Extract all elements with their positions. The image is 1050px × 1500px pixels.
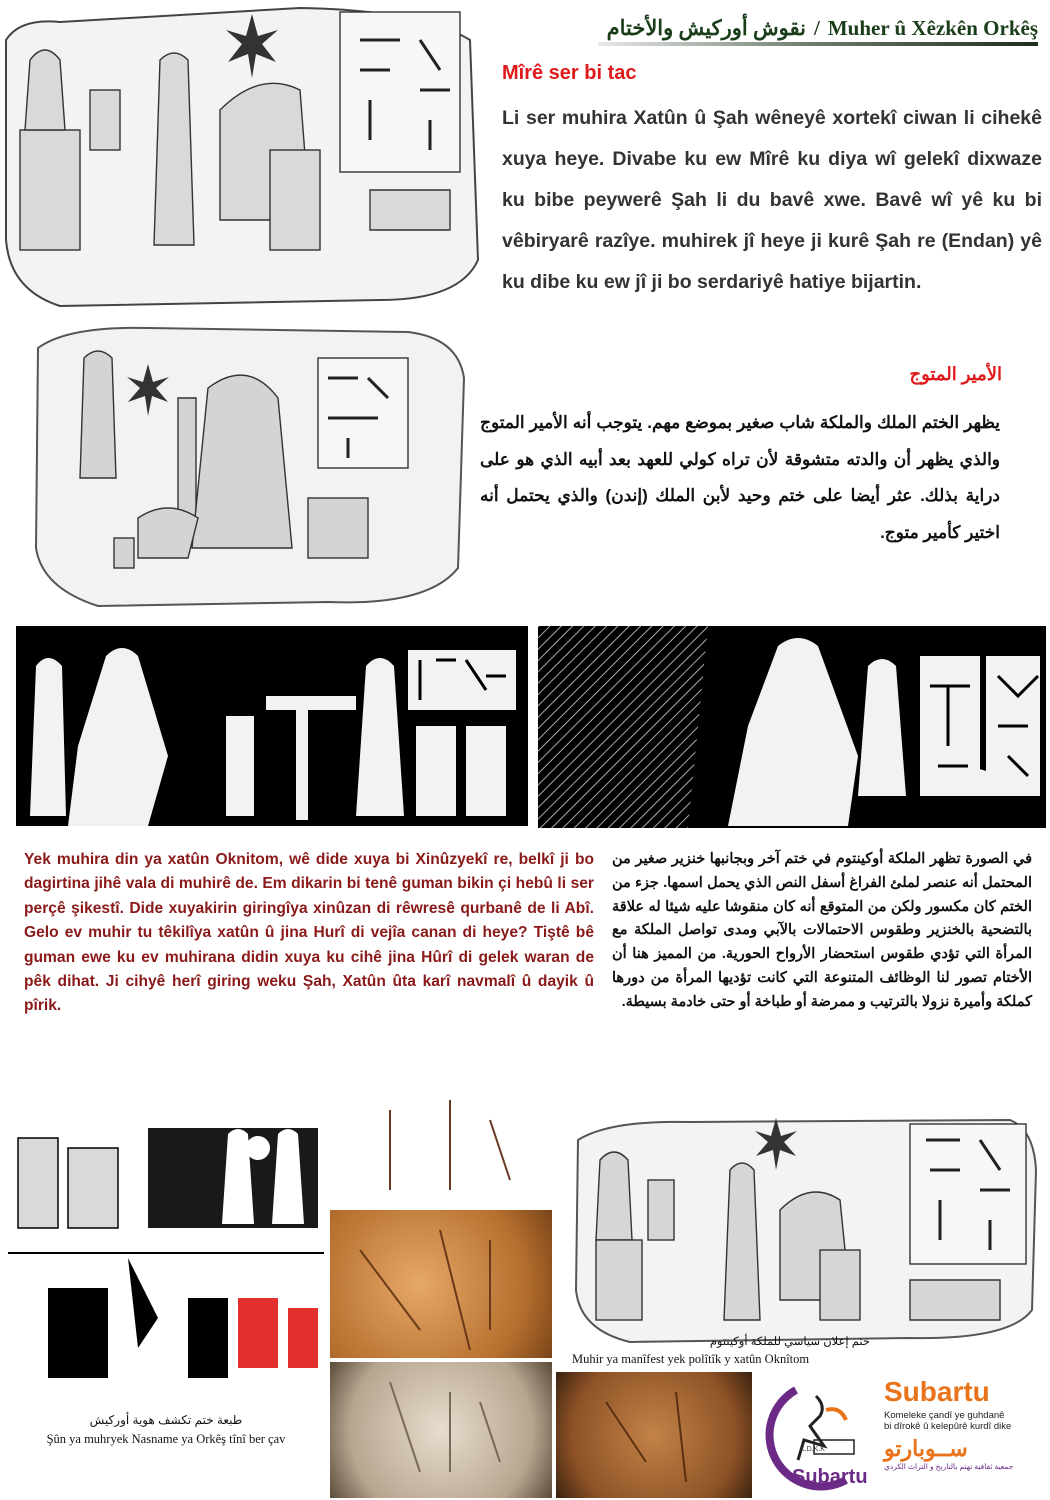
seal-manifest-drawing: [570, 1110, 1038, 1344]
subartu-right-logo: [884, 1376, 1044, 1496]
clay-fragment-photo-2: [330, 1210, 552, 1358]
seal-identity-drawing: [8, 1108, 324, 1398]
section1-ar-body: يظهر الختم الملك والملكة شاب صغير بموضع مهم. يتوجب أنه الأمير المتوج والذي يظهر أن والدته متشوقة لأن تراه كولي للعهد بعد أبيه الذي هو على دراية بذلك. عثر أيضا على ختم وحيد لأبن الملك (إندن) والذي يحتمل أنه اختير كأمير متوج.: [480, 413, 1000, 542]
subartu-left-wordmark: Subartu: [792, 1466, 868, 1488]
header-underline: [598, 42, 1038, 46]
frieze-drawing-left: [16, 626, 528, 826]
manifest-caption-kurdish: Muhir ya manîfest yek polîtîk y xatûn Oknîtom: [572, 1352, 810, 1366]
section1-heading: Mîrê ser bi tac: [502, 62, 637, 84]
page-header: [598, 10, 1038, 46]
seal-drawing-top: [0, 0, 482, 312]
header-separator: /: [813, 15, 820, 40]
manifest-caption-ar: ختم إعلان سياسي للملكة أوكينتوم: [709, 1336, 870, 1348]
clay-fragment-photo-4: [556, 1372, 752, 1498]
subartu-tagline-1: Komeleke çandî ye guhdanê: [884, 1410, 1005, 1421]
section1-body: Li ser muhira Xatûn û Şah wêneyê xortekî ciwan li cihekê xuya heye. Divabe ku ew Mîrê ku diya wî gelekî dixwaze ku bibe peywerê Şah li du bavê xwe. Bavê wî yê ku bi vêbiryarê razîye. muhirek jî heye ji kurê Şah re (Endan) yê ku dibe ku ew jî ji bo serdariyê hatiye bijartin.: [502, 107, 1042, 293]
clay-fragment-photo-1: [330, 1090, 552, 1204]
identity-caption-ar: طبعة ختم تكشف هوية أوركيش: [89, 1413, 243, 1427]
subartu-arabic-wordmark: ســوبارتو: [884, 1436, 968, 1461]
section2-ar-body: في الصورة تظهر الملكة أوكينتوم في ختم آخر وبجانبها خنزير صغير من المحتمل أنه عنصر لملئ الفراغ أسفل النص الذي يحمل اسمها. جزء من الختم كان مكسور ولكن من المتوقع أنه كان منقوشا عليه شيئا له علاقة بالتضحية بالخنزير وطقوس الاحتمالات بالآبي ومدى تواصل الملكة مع المرأة التي تؤدي طقوس استحضار الأرواح الحورية. من المميز هنا أن الأختام تصور لنا الوظائف المتنوعة التي كانت تؤديها المرأة من دورها كملكة وأميرة نزولا بالترتيب و ممرضة أو طباخة أو حتى خادمة بسيطة.: [612, 851, 1032, 1010]
seal-drawing-prince: [28, 318, 468, 612]
header-title-arabic: نقوش أوركيش والأختام: [606, 15, 806, 40]
frieze-drawing-queen: [538, 626, 1046, 828]
header-title-kurdish: Muher û Xêzkên Orkêş: [827, 15, 1038, 40]
subartu-right-wordmark: Subartu: [884, 1376, 990, 1407]
subartu-tagline-2: bi dîrokê û kelepûrê kurdî dike: [884, 1421, 1012, 1432]
section1-ar-heading: الأمير المتوج: [909, 364, 1002, 384]
clay-fragment-photo-3: [330, 1362, 552, 1498]
subartu-arabic-tagline: جمعية ثقافية تهتم بالتاريخ و التراث الكردي: [884, 1462, 1014, 1471]
kdkk-label: K.D.K.K: [800, 1446, 825, 1453]
kdkk-subartu-logo: [756, 1380, 876, 1492]
section2-body: Yek muhira din ya xatûn Oknitom, wê dide xuya bi Xinûzyekî re, belkî ji bo dagirtina jihê vala di muhirê de. Em dikarin bi tenê guman bikin çi hebû li ser perçê şikestî. Dide xuyakirin giringîya xinûzan di rêwresê qurbanê de li Abî. Gelo ev muhir tu têkilîya xatûn û jina Hurî di vejîa canan di heye? Tiştê bê guman ewe ku ev muhirana didin xuya ku cihê jina Hûrî di gelek waran de pêk dihat. Ji cihyê herî giring weku Şah, Xatûn ûta karî navmalî û dayik û pîrik.: [24, 851, 594, 1015]
identity-caption-kurdish: Şûn ya muhryek Nasname ya Orkêş tînî ber çav: [46, 1432, 286, 1446]
